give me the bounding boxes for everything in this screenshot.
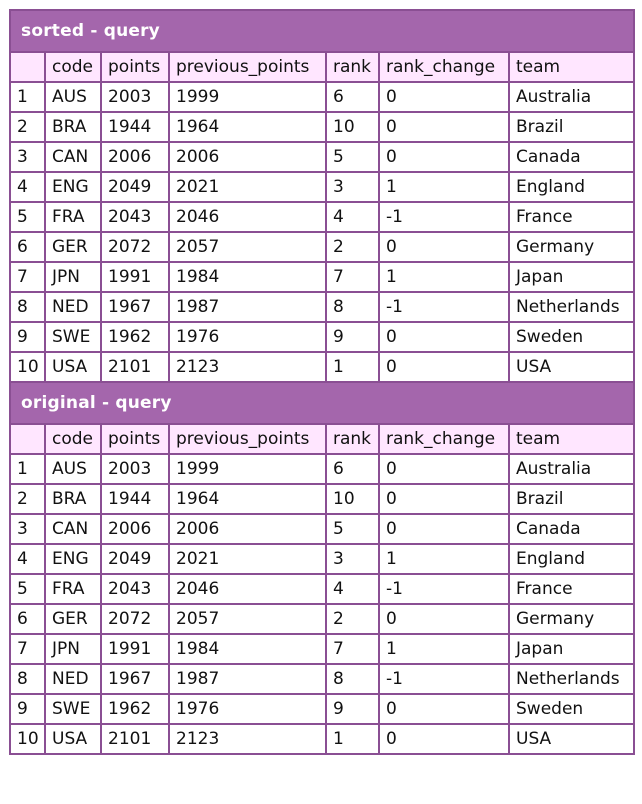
column-header[interactable]: rank — [326, 424, 379, 454]
table-title-row — [10, 382, 634, 424]
table-row — [10, 202, 634, 232]
column-header-row — [10, 424, 634, 454]
table-cell: 1984 — [169, 634, 326, 664]
table-cell: 2006 — [169, 142, 326, 172]
table-cell: 3 — [326, 172, 379, 202]
table-cell: Brazil — [509, 112, 634, 142]
table-cell: 2046 — [169, 202, 326, 232]
table-cell: Netherlands — [509, 292, 634, 322]
table-cell: Australia — [509, 82, 634, 112]
table-row — [10, 514, 634, 544]
row-index: 6 — [10, 232, 45, 262]
table-cell: AUS — [45, 454, 101, 484]
row-index: 9 — [10, 322, 45, 352]
table-row — [10, 142, 634, 172]
column-header[interactable]: team — [509, 424, 634, 454]
table-row — [10, 454, 634, 484]
table-cell: France — [509, 202, 634, 232]
table-cell: 6 — [326, 454, 379, 484]
table-cell: 0 — [379, 604, 509, 634]
table-cell: -1 — [379, 574, 509, 604]
column-header[interactable]: team — [509, 52, 634, 82]
table-cell: 2003 — [101, 82, 169, 112]
table-cell: 3 — [326, 544, 379, 574]
table-row — [10, 604, 634, 634]
table-cell: 5 — [326, 142, 379, 172]
table-cell: 1 — [379, 262, 509, 292]
row-index: 10 — [10, 724, 45, 754]
row-index: 6 — [10, 604, 45, 634]
table-cell: 1964 — [169, 112, 326, 142]
column-header[interactable]: rank_change — [379, 52, 509, 82]
table-cell: Sweden — [509, 322, 634, 352]
row-index: 9 — [10, 694, 45, 724]
table-cell: 1 — [379, 544, 509, 574]
table-cell: 10 — [326, 484, 379, 514]
row-index: 5 — [10, 574, 45, 604]
table-cell: 2021 — [169, 544, 326, 574]
row-index: 2 — [10, 112, 45, 142]
table-row — [10, 574, 634, 604]
table-cell: 1987 — [169, 664, 326, 694]
table-cell: 2006 — [169, 514, 326, 544]
table-cell: -1 — [379, 664, 509, 694]
table-cell: USA — [45, 724, 101, 754]
table-cell: 2101 — [101, 724, 169, 754]
table-row — [10, 694, 634, 724]
table-cell: 1976 — [169, 694, 326, 724]
table-cell: 0 — [379, 112, 509, 142]
table-cell: Germany — [509, 604, 634, 634]
table-cell: 1944 — [101, 112, 169, 142]
table-cell: 9 — [326, 322, 379, 352]
table-cell: BRA — [45, 112, 101, 142]
table-cell: 0 — [379, 694, 509, 724]
table-title-row — [10, 10, 634, 52]
table-cell: 2057 — [169, 604, 326, 634]
row-index: 8 — [10, 292, 45, 322]
table-cell: Netherlands — [509, 664, 634, 694]
table-cell: 10 — [326, 112, 379, 142]
row-index: 4 — [10, 544, 45, 574]
table-cell: 0 — [379, 454, 509, 484]
table-cell: Canada — [509, 142, 634, 172]
table-row — [10, 544, 634, 574]
table-cell: 2006 — [101, 514, 169, 544]
table-cell: 2101 — [101, 352, 169, 382]
table-cell: 2021 — [169, 172, 326, 202]
table-cell: 0 — [379, 232, 509, 262]
table-cell: -1 — [379, 202, 509, 232]
table-cell: 1967 — [101, 664, 169, 694]
row-index: 7 — [10, 634, 45, 664]
table-cell: Canada — [509, 514, 634, 544]
table-cell: 2057 — [169, 232, 326, 262]
table-cell: 6 — [326, 82, 379, 112]
table-row — [10, 634, 634, 664]
table-cell: 2006 — [101, 142, 169, 172]
table-cell: ENG — [45, 172, 101, 202]
table-cell: Brazil — [509, 484, 634, 514]
table-cell: 1962 — [101, 322, 169, 352]
table-cell: 2123 — [169, 352, 326, 382]
column-header-row — [10, 52, 634, 82]
table-row — [10, 232, 634, 262]
table-row — [10, 352, 634, 382]
table-cell: 8 — [326, 664, 379, 694]
row-index: 2 — [10, 484, 45, 514]
column-header[interactable]: points — [101, 52, 169, 82]
table-cell: France — [509, 574, 634, 604]
column-header[interactable]: points — [101, 424, 169, 454]
table-cell: 7 — [326, 262, 379, 292]
table-cell: 1 — [326, 352, 379, 382]
table-cell: CAN — [45, 142, 101, 172]
row-index: 5 — [10, 202, 45, 232]
table-row — [10, 724, 634, 754]
row-index: 4 — [10, 172, 45, 202]
column-header[interactable]: rank — [326, 52, 379, 82]
table-cell: 2072 — [101, 232, 169, 262]
table-cell: 2043 — [101, 202, 169, 232]
table-cell: 1 — [379, 634, 509, 664]
table-cell: 7 — [326, 634, 379, 664]
table-cell: 2046 — [169, 574, 326, 604]
table-cell: 1944 — [101, 484, 169, 514]
table-cell: England — [509, 544, 634, 574]
table-cell: GER — [45, 232, 101, 262]
table-row — [10, 172, 634, 202]
table-cell: USA — [509, 724, 634, 754]
table-cell: Australia — [509, 454, 634, 484]
table-row — [10, 262, 634, 292]
table-cell: 2072 — [101, 604, 169, 634]
table-row — [10, 112, 634, 142]
table-cell: 1999 — [169, 454, 326, 484]
table-cell: SWE — [45, 694, 101, 724]
table-cell: FRA — [45, 574, 101, 604]
row-index: 8 — [10, 664, 45, 694]
column-header[interactable]: code — [45, 424, 101, 454]
table-cell: JPN — [45, 634, 101, 664]
table-cell: 2 — [326, 604, 379, 634]
table-cell: BRA — [45, 484, 101, 514]
table-cell: England — [509, 172, 634, 202]
table-cell: 1991 — [101, 262, 169, 292]
table-cell: 2123 — [169, 724, 326, 754]
table-cell: USA — [509, 352, 634, 382]
table-cell: 1962 — [101, 694, 169, 724]
row-index: 3 — [10, 142, 45, 172]
column-header[interactable]: previous_points — [169, 424, 326, 454]
table-row — [10, 484, 634, 514]
table-cell: JPN — [45, 262, 101, 292]
table-cell: -1 — [379, 292, 509, 322]
table-row — [10, 664, 634, 694]
table-cell: 4 — [326, 202, 379, 232]
table-title: original - query — [10, 382, 634, 424]
table-cell: 0 — [379, 352, 509, 382]
table-cell: 5 — [326, 514, 379, 544]
column-header[interactable] — [10, 52, 45, 82]
table-cell: 1999 — [169, 82, 326, 112]
table-cell: NED — [45, 292, 101, 322]
query-results — [9, 9, 633, 755]
row-index: 3 — [10, 514, 45, 544]
row-index: 1 — [10, 454, 45, 484]
column-header[interactable]: code — [45, 52, 101, 82]
table-cell: 2049 — [101, 172, 169, 202]
table-cell: USA — [45, 352, 101, 382]
table-cell: 0 — [379, 142, 509, 172]
table-cell: 0 — [379, 484, 509, 514]
table-cell: 1991 — [101, 634, 169, 664]
column-header[interactable]: rank_change — [379, 424, 509, 454]
table-cell: 1984 — [169, 262, 326, 292]
table-cell: 2003 — [101, 454, 169, 484]
table-cell: 0 — [379, 82, 509, 112]
column-header[interactable] — [10, 424, 45, 454]
table-cell: 8 — [326, 292, 379, 322]
table-cell: 0 — [379, 322, 509, 352]
table-cell: 1967 — [101, 292, 169, 322]
row-index: 7 — [10, 262, 45, 292]
table-cell: 1 — [326, 724, 379, 754]
table-cell: Japan — [509, 634, 634, 664]
table-cell: 1987 — [169, 292, 326, 322]
row-index: 1 — [10, 82, 45, 112]
table-cell: Germany — [509, 232, 634, 262]
table-cell: 1964 — [169, 484, 326, 514]
row-index: 10 — [10, 352, 45, 382]
results-table — [9, 9, 635, 755]
table-cell: 2043 — [101, 574, 169, 604]
table-cell: Sweden — [509, 694, 634, 724]
table-cell: 1976 — [169, 322, 326, 352]
table-row — [10, 322, 634, 352]
table-cell: ENG — [45, 544, 101, 574]
table-cell: Japan — [509, 262, 634, 292]
table-cell: NED — [45, 664, 101, 694]
table-cell: CAN — [45, 514, 101, 544]
table-cell: 2 — [326, 232, 379, 262]
column-header[interactable]: previous_points — [169, 52, 326, 82]
table-cell: GER — [45, 604, 101, 634]
table-cell: 4 — [326, 574, 379, 604]
table-cell: 0 — [379, 724, 509, 754]
table-cell: 2049 — [101, 544, 169, 574]
table-cell: 0 — [379, 514, 509, 544]
table-cell: 9 — [326, 694, 379, 724]
table-cell: SWE — [45, 322, 101, 352]
table-row — [10, 292, 634, 322]
table-row — [10, 82, 634, 112]
table-cell: 1 — [379, 172, 509, 202]
table-cell: FRA — [45, 202, 101, 232]
table-title: sorted - query — [10, 10, 634, 52]
table-cell: AUS — [45, 82, 101, 112]
